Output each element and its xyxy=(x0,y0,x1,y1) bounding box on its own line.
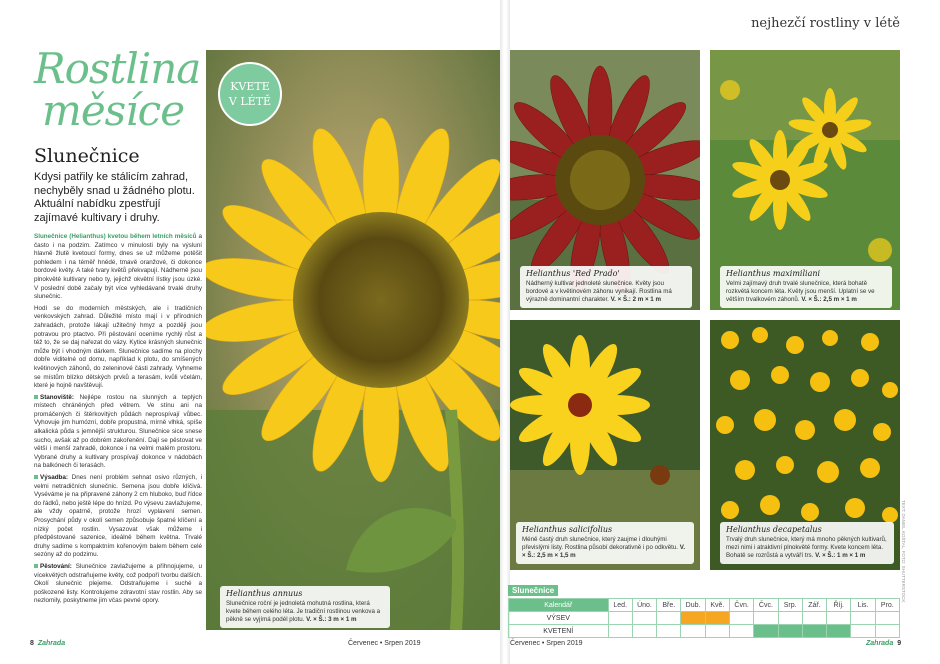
calendar-month: Úno. xyxy=(632,599,656,612)
calendar-cell xyxy=(754,625,778,638)
article-body xyxy=(34,233,202,609)
calendar-month: Kvě. xyxy=(705,599,729,612)
calendar-cell xyxy=(729,625,753,638)
calendar-month: Zář. xyxy=(802,599,826,612)
calendar-month: Bře. xyxy=(657,599,681,612)
caption-red-prado xyxy=(520,266,692,308)
calendar-cell xyxy=(875,625,899,638)
body-lead: Slunečnice (Helianthus) kvetou během letních měsíců xyxy=(34,233,197,240)
calendar-cell xyxy=(802,612,826,625)
calendar-row-sowing xyxy=(509,612,900,625)
calendar-cell xyxy=(657,625,681,638)
page-title xyxy=(34,44,201,135)
caption-title: Helianthus salicifolius xyxy=(522,525,613,534)
bullet-text: Slunečnice zavlažujeme a přihnojujeme, u vícekvětých odstraňujeme květy, což podpoří tvorbu dalších. Okolí slunečnic plejeme. Odstraňujeme i suché a poškozené listy. Kontrolujeme zdravotní stav rostlin. Aby se nezlomily, poskytneme jim včas pevné opory. xyxy=(34,562,202,605)
calendar-month: Čvn. xyxy=(729,599,753,612)
body-paragraph-1 xyxy=(34,233,202,302)
calendar-month: Pro. xyxy=(875,599,899,612)
calendar-cell xyxy=(802,625,826,638)
caption-text: Slunečnice roční je jednoletá mohutná rostlina, která kvete během celého léta. Je tradiční rostlinou venkova a pěkně se vyjímá podél plotu. xyxy=(226,600,381,623)
calendar-month: Čvc. xyxy=(754,599,778,612)
calendar-month: Led. xyxy=(608,599,632,612)
calendar-cell xyxy=(827,612,851,625)
body-bullet-1 xyxy=(34,394,202,471)
photo-helianthus-annuus xyxy=(206,50,500,630)
page-gutter xyxy=(500,0,510,664)
calendar-row-label: KVETENÍ xyxy=(509,625,609,638)
body-bullet-2 xyxy=(34,474,202,560)
right-issue: Červenec • Srpen 2019 xyxy=(510,640,583,647)
calendar-cell xyxy=(608,612,632,625)
calendar-row-blooming xyxy=(509,625,900,638)
calendar-title: Slunečnice xyxy=(508,585,558,596)
badge-line2: V LÉTĚ xyxy=(228,95,272,108)
left-page-number: 8 xyxy=(30,640,34,647)
right-page-number: 9 xyxy=(897,640,902,647)
caption-dims: V. × Š.: 1 m × 1 m xyxy=(815,552,866,559)
caption-title: Helianthus annuus xyxy=(226,589,303,598)
caption-title: Helianthus maximiliani xyxy=(726,269,821,278)
calendar-cell xyxy=(851,612,875,625)
calendar-cell xyxy=(608,625,632,638)
calendar-month: Dub. xyxy=(681,599,705,612)
bullet-icon xyxy=(34,395,38,399)
bullet-label: Pěstování: xyxy=(40,562,72,570)
calendar-cell xyxy=(778,625,802,638)
calendar-cell xyxy=(778,612,802,625)
caption-dims: V. × Š.: 3 m × 1 m xyxy=(306,616,357,623)
calendar-table xyxy=(508,598,900,638)
caption-text: Trvalý druh slunečnice, který má mnoho pěkných kultivarů, mezi nimi i atraktivní plnokvěté formy. Kvete koncem léta. Bohatě se rozrůstá a vytváří trs. xyxy=(726,536,887,559)
caption-text: Nádherný kultivar jednoleté slunečnice. Květy jsou bordové a v květinovém záhonu vynikají. Rostlina má výrazně dominantní charakter. xyxy=(526,280,672,303)
left-brand: Zahrada xyxy=(37,640,66,647)
calendar-cell xyxy=(729,612,753,625)
calendar-cell xyxy=(681,625,705,638)
badge-line1: KVETE xyxy=(230,80,270,93)
calendar-cell xyxy=(705,612,729,625)
calendar-cell xyxy=(632,625,656,638)
calendar-month: Srp. xyxy=(778,599,802,612)
caption-text: Méně častý druh slunečnice, který zaujme i dlouhými převislými listy. Rostlina působí dekorativně i po odkvětu. xyxy=(522,536,679,551)
body-p1-text: a často i na podzim. Zatímco v minulosti byly na výsluní hlavně žlutě kvetoucí formy, dnes se už můžeme potěšit pohledem i na téměř hnědé, tmavě oranžové, či dokonce bordové květy. A také tvary květů překvapují. Nádherně jsou plnokvěté kultivary nebo ty, jejichž okvětní lístky jsou úzké. V poslední době začaly být více vyhledávané trvalé druhy slunečnic. xyxy=(34,233,202,301)
calendar-month: Říj. xyxy=(827,599,851,612)
caption-text: Velmi zajímavý druh trvalé slunečnice, která bohatě rozkvétá koncem léta. Květy jsou menší. Uplatní se ve větším trvalkovém záhonů. xyxy=(726,280,875,303)
bullet-label: Výsadba: xyxy=(40,474,68,482)
article-subtitle: Slunečnice xyxy=(34,145,140,167)
right-folio xyxy=(866,640,901,647)
calendar-cell xyxy=(657,612,681,625)
caption-dims: V. × Š.: 2,5 m × 1 m xyxy=(801,296,857,303)
right-brand: Zahrada xyxy=(866,640,894,647)
caption-maximiliani xyxy=(720,266,892,308)
caption-dims: V. × Š.: 2 m × 1 m xyxy=(610,296,661,303)
page-title-line1: Rostlina xyxy=(34,44,201,93)
caption-title: Helianthus decapetalus xyxy=(726,525,822,534)
calendar-cell xyxy=(875,612,899,625)
bullet-icon xyxy=(34,475,38,479)
calendar-header-row xyxy=(509,599,900,612)
caption-dims: V. × Š.: 2,5 m × 1,5 m xyxy=(522,544,686,559)
calendar-cell xyxy=(827,625,851,638)
photo-credit: TEXT: DANIEL KOŠTAL, FOTO: SHUTTERSTOCK xyxy=(901,500,906,603)
page-title-line2: měsíce xyxy=(42,86,185,135)
calendar-row-label: VÝSEV xyxy=(509,612,609,625)
left-issue: Červenec • Srpen 2019 xyxy=(348,640,421,647)
body-bullet-3 xyxy=(34,563,202,606)
calendar-cell xyxy=(754,612,778,625)
blooms-in-summer-badge xyxy=(218,62,282,126)
sunflower-image xyxy=(206,50,500,630)
planting-calendar xyxy=(508,580,900,638)
caption-title: Helianthus 'Red Prado' xyxy=(526,269,620,278)
caption-decapetalus xyxy=(720,522,894,564)
bullet-text: Nejlépe rostou na slunných a teplých místech chráněných před větrem. Ve stínu ani na promáčených či štěrkovitých půdách neprospívají vůbec. Vyhovuje jim humózní, dobře propustná, mírně vlhká, spíše alkalická půda s jemnější strukturou. Slunečnice sice snese sucho, avšak až po dobrém zakořenění. Dají se pěstovat ve větší i menší zahradě, dokonce i na velmi malém prostoru. Vybrané druhy a kultivary prospívají dokonce v nádobách na balkónech či terasách. xyxy=(34,393,202,470)
caption-salicifolius xyxy=(516,522,694,564)
section-title: nejhezčí rostliny v létě xyxy=(751,16,900,31)
caption-helianthus-annuus xyxy=(220,586,390,628)
calendar-cell xyxy=(851,625,875,638)
calendar-month: Lis. xyxy=(851,599,875,612)
calendar-cell xyxy=(681,612,705,625)
bullet-icon xyxy=(34,564,38,568)
bullet-label: Stanoviště: xyxy=(40,393,74,401)
calendar-header-label: Kalendář xyxy=(509,599,609,612)
calendar-cell xyxy=(705,625,729,638)
article-intro: Kdysi patřily ke stálicím zahrad, nechyběly snad u žádného plotu. Aktuální nabídku zpestřují zajímavé kultivary i druhy. xyxy=(34,171,195,224)
left-folio xyxy=(30,640,65,647)
calendar-cell xyxy=(632,612,656,625)
body-paragraph-2: Hodí se do moderních městských, ale i tradičních venkovských zahrad. Důležité místo mají i v přírodních zahradách, protože lákají užitečný hmyz a později jsou potravou pro ptactvo. Při pěstování oceníme rychlý růst a též to, že se daj nařezat do vázy. Kytice krásných slunečnic může být i vhodným dárkem. Slunečnice sadíme na plochy dobře viditelné od domu, například k plotu, do smíšených květinových záhonů, do zeleninové části zahrady. Vyhneme se místům blízko dětských prvků a terasám, kvůli včelám, které je hojně navštěvují. xyxy=(34,304,202,390)
bullet-text: Dnes není problém sehnat osivo různých, i velmi netradičních slunečnic. Semena jsou dobře klíčivá. Vyséváme je na připravené záhony 2 cm hluboko, buď řídce do řádků, nebo ještě lépe do hnízd. Po výsevu zavlažujeme, ale vždy opatrně, protože hrozí vyplavení semen. Prosychání půdy v okolí semen způsobuje špatné klíčení a nízký počet rostlin. Vysazovat však můžeme i předpěstované sazenice, ideálně během května. Trvalé druhy sadíme s kompaktním kořenovým balem během celé sezóny až do podzimu. xyxy=(34,474,202,559)
